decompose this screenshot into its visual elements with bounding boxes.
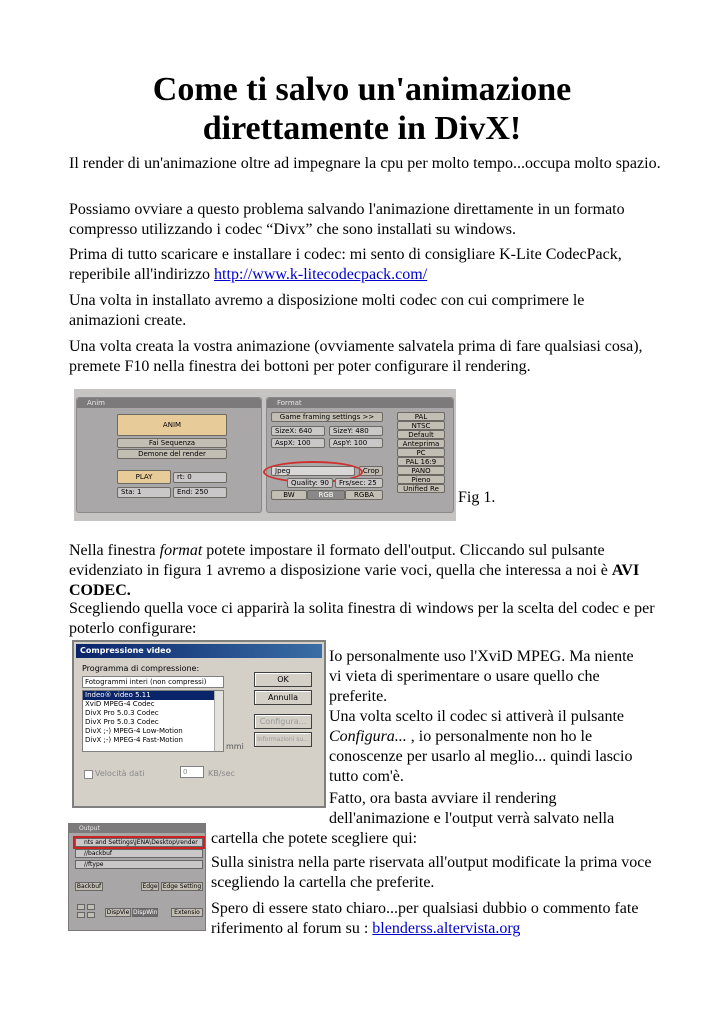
figure-caption: Fig 1. bbox=[458, 489, 496, 506]
cancel-button[interactable]: Annulla bbox=[254, 690, 312, 705]
codec-item[interactable]: DivX ;-) MPEG-4 Fast-Motion bbox=[85, 736, 183, 744]
info-button[interactable]: Informazioni su... bbox=[254, 732, 312, 747]
paragraph-codec-window: Scegliendo quella voce ci apparirà la solita finestra di windows per la scelta del codec e per poterlo configurare: bbox=[69, 600, 655, 637]
preset-ntsc[interactable]: NTSC bbox=[397, 421, 445, 430]
anim-panel bbox=[76, 397, 262, 513]
velocity-label: Velocità dati bbox=[95, 769, 145, 778]
rgb-button[interactable]: RGB bbox=[307, 490, 345, 500]
format-text-b: potete impostare il formato dell'output. Cliccando sul pulsante evidenziato in figura 1 avremo a disposizione varie voci, quella che interessa a noi è bbox=[69, 542, 612, 579]
anim-panel-header: Anim bbox=[77, 398, 261, 408]
output-toggle[interactable] bbox=[87, 904, 95, 910]
xvid-line-2: vi vieta di sperimentare o usare quello che bbox=[329, 668, 600, 685]
paragraph-output-folder: Sulla sinistra nella parte riservata all'output modificate la prima voce scegliendo la cartella che preferite. bbox=[211, 854, 652, 891]
start-frame-field[interactable]: Sta: 1 bbox=[117, 487, 171, 498]
output-toggle[interactable] bbox=[77, 912, 85, 918]
output-panel-header: Output bbox=[69, 824, 205, 833]
klite-link[interactable]: http://www.k-litecodecpack.com/ bbox=[214, 266, 428, 283]
paragraph-render-intro: Il render di un'animazione oltre ad impegnare la cpu per molto tempo...occupa molto spazio. bbox=[69, 155, 661, 172]
rgba-button[interactable]: RGBA bbox=[345, 490, 383, 500]
sizey-field[interactable]: SizeY: 480 bbox=[329, 426, 383, 436]
preset-anteprima[interactable]: Anteprima bbox=[397, 439, 445, 448]
aspy-field[interactable]: AspY: 100 bbox=[329, 438, 383, 448]
xvid-line-4: Una volta scelto il codec si attiverà il pulsante bbox=[329, 708, 625, 725]
crop-button[interactable]: Crop bbox=[359, 466, 383, 476]
xvid-line-5 bbox=[329, 727, 669, 747]
format-panel-header: Format bbox=[267, 398, 453, 408]
page-title: Come ti salvo un'animazione direttamente in DivX! bbox=[152, 71, 572, 147]
codec-item[interactable]: DivX ;-) MPEG-4 Low-Motion bbox=[85, 727, 183, 735]
paragraph-closing bbox=[211, 899, 661, 939]
codec-list-scrollbar[interactable] bbox=[214, 691, 223, 751]
extensions-button[interactable]: Extensio bbox=[171, 908, 203, 917]
format-panel bbox=[266, 397, 454, 513]
codec-item[interactable]: DivX Pro 5.0.3 Codec bbox=[85, 718, 159, 726]
fai-sequenza-button[interactable]: Fai Sequenza bbox=[117, 438, 227, 448]
preset-default[interactable]: Default bbox=[397, 430, 445, 439]
ok-button[interactable]: OK bbox=[254, 672, 312, 687]
forum-link[interactable]: blenderss.altervista.org bbox=[372, 920, 521, 937]
xvid-line-6: conoscenze per usarlo al meglio... quindi lascio bbox=[329, 748, 633, 765]
closing-text: Spero di essere stato chiaro...per qualsiasi dubbio o commento fate riferimento al forum su : bbox=[211, 900, 639, 937]
paragraph-start-render bbox=[329, 789, 669, 829]
game-framing-button[interactable]: Game framing settings >> bbox=[271, 412, 383, 422]
output-toggle[interactable] bbox=[77, 904, 85, 910]
edge-setting-button[interactable]: Edge Setting bbox=[162, 883, 202, 890]
backbuf-path-field[interactable]: //backbuf bbox=[75, 849, 203, 858]
avi-codec-label: AVI CODEC. bbox=[69, 562, 640, 599]
paragraph-codecs-available: Una volta in installato avremo a disposizione molti codec con cui comprimere le animazioni create. bbox=[69, 292, 585, 329]
rt-field[interactable]: rt: 0 bbox=[173, 472, 227, 483]
ftype-path-field[interactable]: //ftype bbox=[75, 860, 203, 869]
program-label: Programma di compressione: bbox=[82, 664, 200, 673]
edge-button[interactable]: Edge bbox=[142, 883, 158, 890]
xvid-line-3: preferite. bbox=[329, 688, 388, 705]
end-frame-field[interactable]: End: 250 bbox=[173, 487, 227, 498]
quality-field[interactable]: Quality: 90 bbox=[287, 478, 333, 488]
preset-pc[interactable]: PC bbox=[397, 448, 445, 457]
codec-item[interactable]: XviD MPEG-4 Codec bbox=[85, 700, 155, 708]
codec-item[interactable]: Indeo® video 5.11 bbox=[83, 691, 223, 700]
output-path-field[interactable]: nts and Settings\JENA\Desktop\render bbox=[75, 838, 203, 847]
paragraph-xvid-choice bbox=[329, 647, 669, 787]
bw-button[interactable]: BW bbox=[271, 490, 307, 500]
dispview-button[interactable]: DispVie bbox=[106, 909, 130, 916]
paragraph-f10-instructions: Una volta creata la vostra animazione (ovviamente salvatela prima di fare qualsiasi cosa), premete F10 nella finestra dei bottoni per poter configurare il rendering. bbox=[69, 338, 643, 375]
program-select[interactable]: Fotogrammi interi (non compressi) bbox=[82, 676, 224, 688]
dispwin-button[interactable]: DispWin bbox=[133, 909, 158, 916]
xvid-line-1: Io personalmente uso l'XviD MPEG. Ma niente bbox=[329, 648, 634, 665]
backbuf-button[interactable]: Backbuf bbox=[76, 883, 102, 890]
velocity-input[interactable]: 0 bbox=[180, 766, 204, 778]
xvid-line-5-rest: , io personalmente non ho le bbox=[406, 728, 593, 745]
codec-download-text: Prima di tutto scaricare e installare i codec: mi sento di consigliare K-Lite CodecPack, reperibile all'indirizzo bbox=[69, 246, 622, 283]
preset-pano[interactable]: PANO bbox=[397, 466, 445, 475]
velocity-checkbox[interactable] bbox=[84, 770, 93, 779]
sizex-field[interactable]: SizeX: 640 bbox=[271, 426, 325, 436]
blender-render-screenshot bbox=[74, 389, 456, 521]
paragraph-solution: Possiamo ovviare a questo problema salvando l'animazione direttamente in un formato compresso utilizzando i codec “Divx” che sono installati su windows. bbox=[69, 201, 625, 238]
paragraph-codec-download bbox=[69, 245, 629, 285]
fps-field[interactable]: Frs/sec: 25 bbox=[335, 478, 383, 488]
aspx-field[interactable]: AspX: 100 bbox=[271, 438, 325, 448]
render-line-3: cartella che potete scegliere qui: bbox=[211, 830, 418, 847]
format-emphasis: format bbox=[159, 542, 203, 559]
output-path-highlight bbox=[73, 836, 205, 849]
configura-emphasis: Configura... bbox=[329, 728, 407, 745]
velocity-unit: KB/sec bbox=[208, 769, 235, 778]
dialog-title-bar: Compressione video bbox=[76, 644, 322, 658]
preset-unified[interactable]: Unified Re bbox=[397, 484, 445, 493]
codec-list[interactable] bbox=[82, 690, 224, 752]
preset-pieno[interactable]: Pieno bbox=[397, 475, 445, 484]
compression-dialog-screenshot bbox=[72, 640, 326, 808]
format-select[interactable]: Jpeg bbox=[271, 466, 355, 476]
play-button[interactable]: PLAY bbox=[117, 470, 171, 484]
format-text-a: Nella finestra bbox=[69, 542, 160, 559]
xvid-line-7: tutto com'è. bbox=[329, 768, 404, 785]
demone-render-button[interactable]: Demone del render bbox=[117, 449, 227, 459]
configure-button[interactable]: Configura... bbox=[254, 714, 312, 729]
render-line-1: Fatto, ora basta avviare il rendering bbox=[329, 790, 557, 807]
paragraph-format-window bbox=[69, 541, 659, 601]
preset-pal[interactable]: PAL bbox=[397, 412, 445, 421]
dialog-fragment-text: mmi bbox=[226, 742, 244, 751]
output-toggle[interactable] bbox=[87, 912, 95, 918]
anim-button[interactable]: ANIM bbox=[117, 414, 227, 436]
render-line-2: dell'animazione e l'output verrà salvato nella bbox=[329, 810, 615, 827]
preset-pal-169[interactable]: PAL 16:9 bbox=[397, 457, 445, 466]
output-panel-screenshot bbox=[68, 823, 206, 931]
codec-item[interactable]: DivX Pro 5.0.3 Codec bbox=[85, 709, 159, 717]
